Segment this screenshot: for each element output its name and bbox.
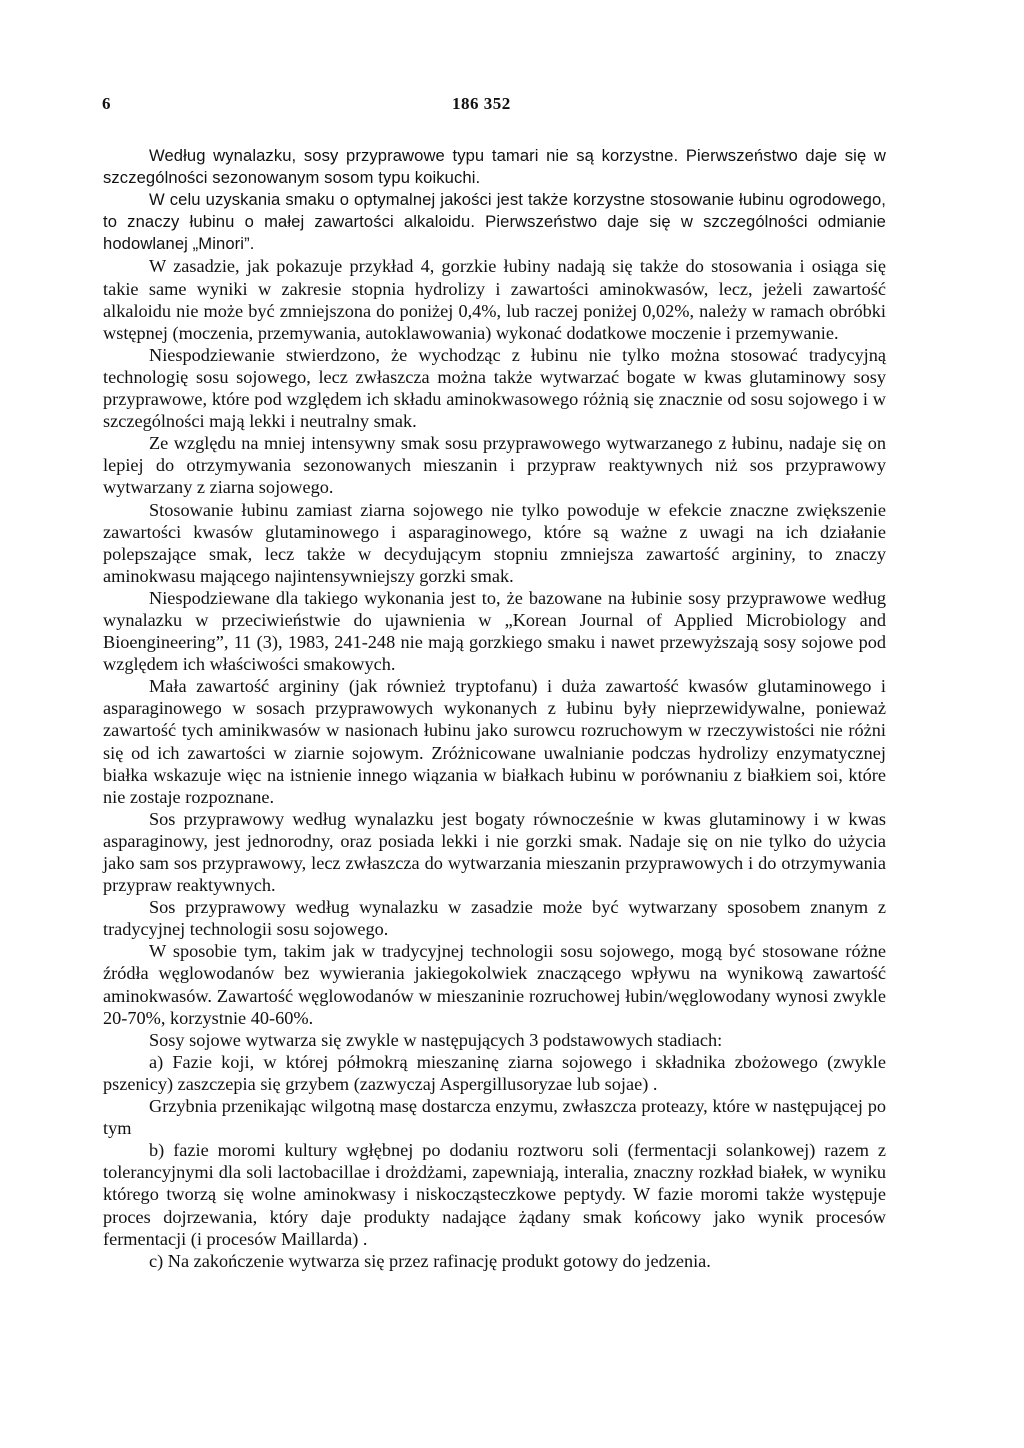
paragraph: Sos przyprawowy według wynalazku jest bogaty równocześnie w kwas glutaminowy i w kwas asparaginowy, jest jednorodny, oraz posiada lekki i nie gorzki smak. Nadaje się on nie tylko do użycia jako sam sos przyprawowy, lecz zwłaszcza do wytwarzania mieszanin przyprawowych i do otrzymywania przypraw reaktywnych. [103,808,886,896]
body-text [103,145,886,1272]
paragraph: Według wynalazku, sosy przyprawowe typu tamari nie są korzystne. Pierwszeństwo daje się w szczególności sezonowanym sosom typu koikuchi. [103,146,886,188]
paragraph: Sos przyprawowy według wynalazku w zasadzie może być wytwarzany sposobem znanym z tradycyjnej technologii sosu sojowego. [103,897,886,940]
paragraph: Stosowanie łubinu zamiast ziarna sojowego nie tylko powoduje w efekcie znaczne zwiększenie zawartości kwasów glutaminowego i asparaginowego, które są ważne z uwagi na ich działanie polepszające smak, lecz także w decydującym stopniu zmniejsza zawartość argininy, to znaczy aminokwasu mającego najintensywniejszy gorzki smak. [103,499,886,586]
paragraph: Mała zawartość argininy (jak również tryptofanu) i duża zawartość kwasów glutaminowego i asparaginowego w sosach przyprawowych wykonanych z łubinu były nieprzewidywalne, ponieważ zawartość tych aminikwasów w nasionach łubinu jako surowcu rozruchowym w rzeczywistości nie różni się od ich zawartości w ziarnie sojowym. Zróżnicowane uwalnianie podczas hydrolizy enzymatycznej białka wskazuje więc na istnienie innego wiązania w białkach łubinu w porównaniu z białkiem soi, które nie zostaje rozpoznane. [103,676,886,807]
paragraph: Niespodziewane dla takiego wykonania jest to, że bazowane na łubinie sosy przyprawowe według wynalazku w przeciwieństwie do ujawnienia w „Korean Journal of Applied Microbiology and Bioengineering”, 11 (3), 1983, 241-248 nie mają gorzkiego smaku i nawet przewyższają sosy sojowe pod względem ich właściwości smakowych. [103,587,886,675]
paragraph: Niespodziewanie stwierdzono, że wychodząc z łubinu nie tylko można stosować tradycyjną technologię sosu sojowego, lecz zwłaszcza można także wytwarzać bogate w kwas glutaminowy sosy przyprawowe, które pod względem ich składu aminokwasowego różnią się znacznie od sosu sojowego i w szczególności mają lekki i neutralny smak. [103,344,886,432]
paragraph: Sosy sojowe wytwarza się zwykle w następujących 3 podstawowych stadiach: [149,1029,723,1050]
paragraph: Grzybnia przenikając wilgotną masę dostarcza enzymu, zwłaszcza proteazy, które w następującej po tym [103,1096,886,1139]
paragraph: c) Na zakończenie wytwarza się przez rafinację produkt gotowy do jedzenia. [149,1250,711,1271]
page-number: 6 [102,94,111,113]
paragraph: W zasadzie, jak pokazuje przykład 4, gorzkie łubiny nadają się także do stosowania i osiąga się takie same wyniki w zakresie stopnia hydrolizy i zawartości aminokwasów, lecz, jeżeli zawartość alkaloidu nie może być zmniejszona do poniżej 0,4%, lub raczej poniżej 0,02%, należy w ramach obróbki wstępnej (moczenia, przemywania, autoklawowania) wykonać dodatkowe moczenie i przemywanie. [103,256,886,343]
paragraph: b) fazie moromi kultury wgłębnej po dodaniu roztworu soli (fermentacji solankowej) razem z tolerancyjnymi dla soli lactobacillae i drożdżami, zapewniają, interalia, znaczny rozkład białek, w wyniku którego tworzą się wolne aminokwasy i niskocząsteczkowe peptydy. W fazie moromi także występuje proces dojrzewania, który daje produkty nadające żądany smak końcowy jako wynik procesów fermentacji (i procesów Maillarda) . [103,1140,886,1249]
document-number: 186 352 [452,94,511,113]
paragraph: a) Fazie koji, w której półmokrą mieszaninę ziarna sojowego i składnika zbożowego (zwykle pszenicy) zaszczepia się grzybem (zazwyczaj Aspergillusoryzae lub sojae) . [103,1051,886,1094]
paragraph: Ze względu na mniej intensywny smak sosu przyprawowego wytwarzanego z łubinu, nadaje się on lepiej do otrzymywania sezonowanych mieszanin i przypraw reaktywnych niż sos przyprawowy wytwarzany z ziarna sojowego. [103,433,886,498]
paragraph: W celu uzyskania smaku o optymalnej jakości jest także korzystne stosowanie łubinu ogrodowego, to znaczy łubinu o małej zawartości alkaloidu. Pierwszeństwo daje się w szczególności odmianie hodowlanej „Minori”. [103,190,886,254]
paragraph: W sposobie tym, takim jak w tradycyjnej technologii sosu sojowego, mogą być stosowane różne źródła węglowodanów bez wywierania jakiegokolwiek znaczącego wpływu na wynikową zawartość aminokwasów. Zawartość węglowodanów w mieszaninie rozruchowej łubin/węglowodany wynosi zwykle 20-70%, korzystnie 40-60%. [103,941,886,1028]
